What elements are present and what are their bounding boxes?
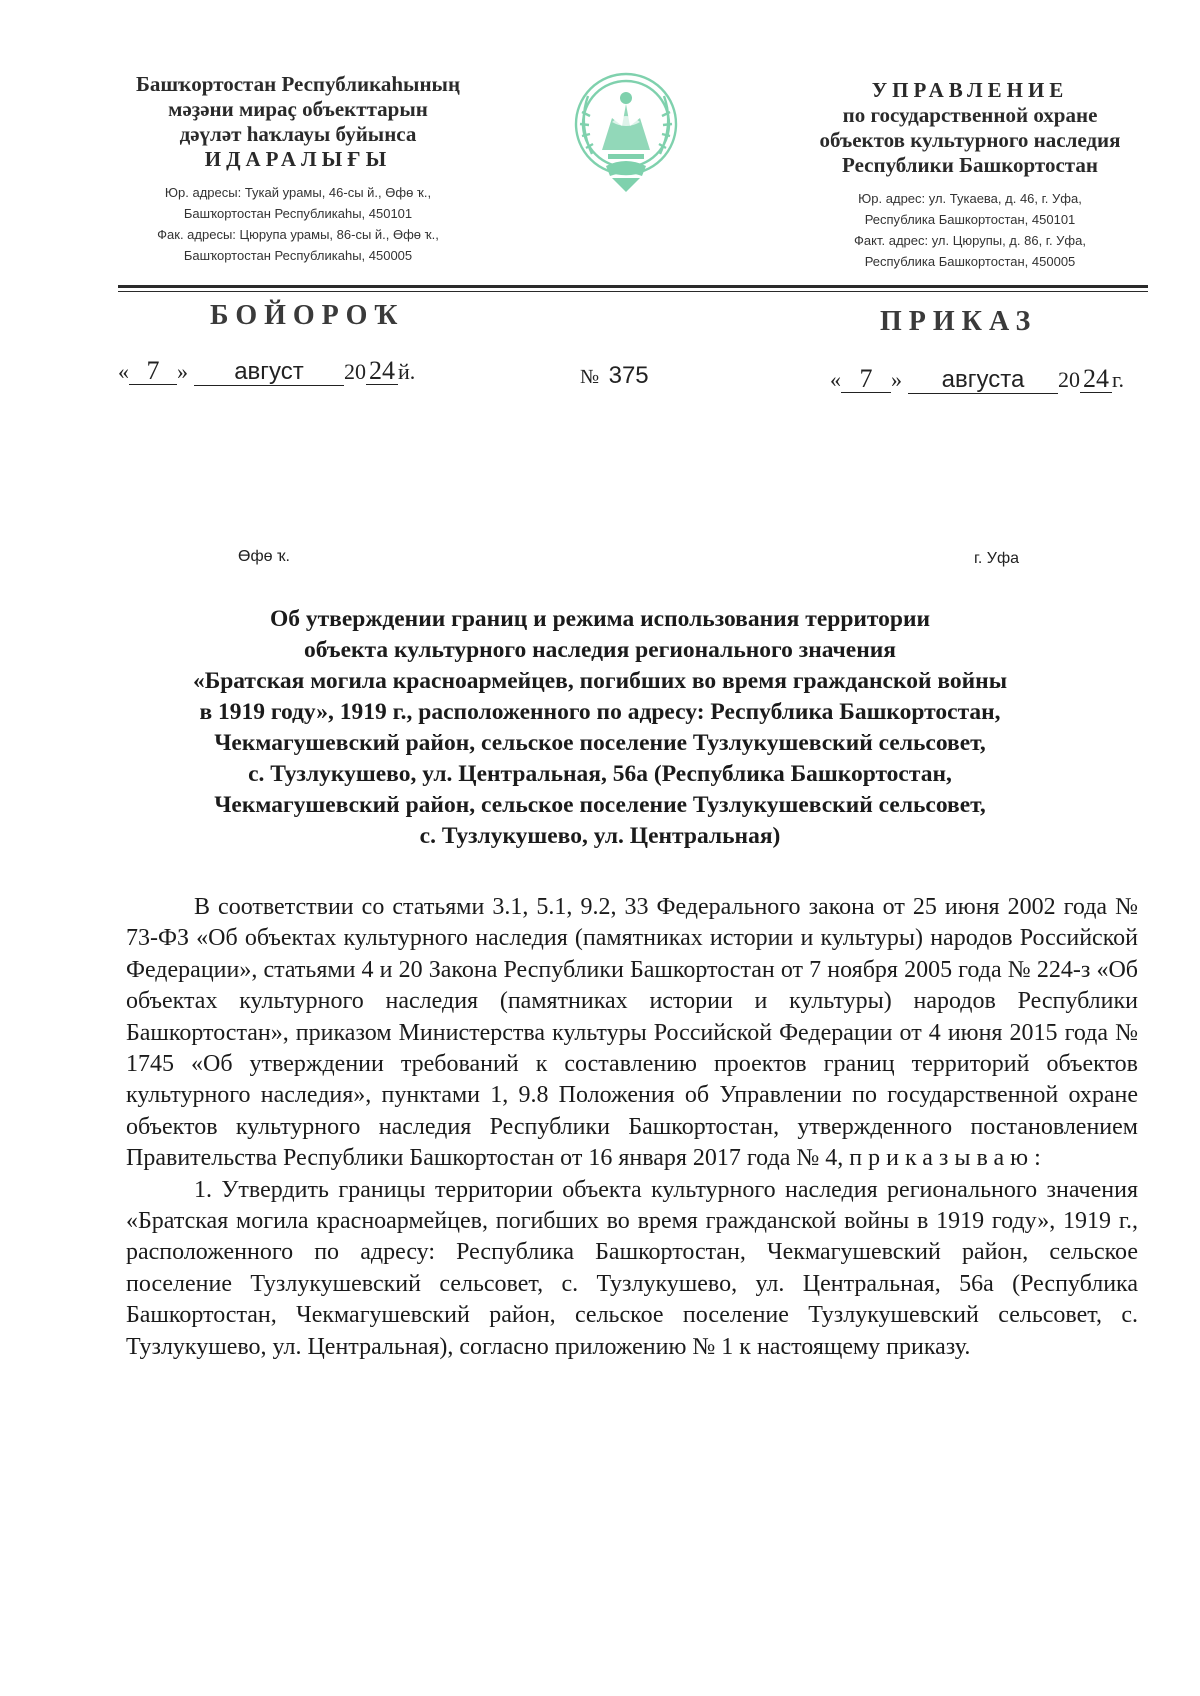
date-russian-year-suffix: 24 bbox=[1080, 366, 1112, 393]
order-word: приказываю bbox=[849, 1145, 1035, 1172]
org-name-bashkir-line2: мәҙәни мираҫ объекттарын bbox=[168, 97, 428, 121]
address-russian bbox=[790, 188, 1150, 272]
order-title-line: Чекмагушевский район, сельское поселение Тузлукушевский сельсовет, bbox=[214, 792, 986, 818]
order-number bbox=[580, 362, 649, 390]
header-right bbox=[790, 78, 1150, 272]
city-bashkir: Өфө ҡ. bbox=[238, 548, 290, 565]
address-bashkir bbox=[118, 182, 478, 266]
preamble-text: В соответствии со статьями 3.1, 5.1, 9.2, 33 Федерального закона от 25 июня 2002 года № 73-ФЗ «Об объектах культурного наследия (памятниках истории и культуры) народов Российской Федерации», статьями 4 и 20 Закона Республики Башкортостан от 7 ноября 2005 года № 224-з «Об объектах культурного наследия (памятниках истории и культуры) народов Республики Башкортостан», приказом Министерства культуры Российской Федерации от 4 июня 2015 года № 1745 «Об утверждении требований к составлению проектов границ территорий объектов культурного наследия», пунктами 1, 9.8 Положения об Управлении по государственной охране объектов культурного наследия Республики Башкортостан, утвержденного постановлением Правительства Республики Башкортостан от 16 января 2017 года № 4, bbox=[126, 894, 1138, 1172]
org-name-russian-line1: УПРАВЛЕНИЕ bbox=[871, 78, 1069, 102]
city-russian: г. Уфа bbox=[974, 550, 1019, 567]
address-bashkir-line3: Фак. адресы: Цюрупа урамы, 86-сы й., Өфө ҡ., bbox=[157, 227, 439, 242]
address-russian-line1: Юр. адрес: ул. Тукаева, д. 46, г. Уфа, bbox=[858, 191, 1082, 206]
date-bashkir-year-prefix: 20 bbox=[344, 359, 366, 384]
org-name-russian-line4: Республики Башкортостан bbox=[842, 153, 1098, 177]
order-body bbox=[126, 892, 1138, 1363]
body-paragraph-item-1: 1. Утвердить границы территории объекта культурного наследия регионального значения «Братская могила красноармейцев, погибших во время гражданской войны в 1919 году», 1919 г., расположенного по адресу: Республика Башкортостан, Чекмагушевский район, сельское поселение Тузлукушевский сельсовет, с. Тузлукушево, ул. Центральная, 56а (Республика Башкортостан, Чекмагушевский район, сельское поселение Тузлукушевский сельсовет, с. Тузлукушево, ул. Центральная), согласно приложению № 1 к настоящему приказу. bbox=[126, 1176, 1138, 1360]
address-bashkir-line4: Башҡортостан Республикаһы, 450005 bbox=[183, 248, 413, 263]
org-name-bashkir-line1: Башҡортостан Республикаһының bbox=[135, 72, 461, 96]
body-paragraph-preamble bbox=[126, 892, 1138, 1175]
address-russian-line4: Республика Башкортостан, 450005 bbox=[864, 254, 1076, 269]
date-russian-close-quote: » bbox=[891, 367, 902, 392]
header-divider-thick bbox=[118, 285, 1148, 288]
order-number-sign: № bbox=[580, 366, 600, 388]
doc-type-russian: ПРИКАЗ bbox=[880, 306, 1038, 337]
date-russian-day: 7 bbox=[841, 366, 891, 393]
order-title-line: объекта культурного наследия регионального значения bbox=[303, 637, 897, 663]
doc-type-bashkir: БОЙОРОҠ bbox=[210, 300, 405, 331]
address-russian-line3: Факт. адрес: ул. Цюрупы, д. 86, г. Уфа, bbox=[854, 233, 1086, 248]
date-bashkir-open-quote: « bbox=[118, 359, 129, 384]
date-bashkir-month: август bbox=[194, 359, 344, 386]
bashkortostan-emblem-icon bbox=[568, 62, 684, 204]
header-divider-thin bbox=[118, 291, 1148, 292]
preamble-end: : bbox=[1034, 1145, 1041, 1172]
org-name-bashkir-line4: ИДАРАЛЫҒЫ bbox=[204, 147, 392, 171]
date-bashkir-day: 7 bbox=[129, 358, 177, 385]
date-russian-month: августа bbox=[908, 367, 1058, 394]
address-russian-line2: Республика Башкортостан, 450101 bbox=[864, 212, 1076, 227]
date-bashkir-year-suffix: 24 bbox=[366, 358, 398, 385]
address-bashkir-line1: Юр. адресы: Тукай урамы, 46-сы й., Өфө ҡ., bbox=[164, 185, 432, 200]
address-bashkir-line2: Башҡортостан Республикаһы, 450101 bbox=[183, 206, 413, 221]
org-name-russian-line2: по государственной охране bbox=[842, 103, 1098, 127]
order-title bbox=[130, 604, 1070, 852]
org-name-russian-line3: объектов культурного наследия bbox=[819, 128, 1121, 152]
order-title-line: в 1919 году», 1919 г., расположенного по адресу: Республика Башкортостан, bbox=[199, 699, 1001, 725]
date-russian-year-prefix: 20 bbox=[1058, 367, 1080, 392]
order-number-value: 375 bbox=[608, 362, 649, 389]
date-bashkir bbox=[118, 358, 415, 386]
date-bashkir-year-word: й. bbox=[398, 359, 416, 384]
org-name-bashkir-line3: дәүләт һаҡлауы буйынса bbox=[179, 122, 417, 146]
order-title-line: с. Тузлукушево, ул. Центральная) bbox=[419, 823, 781, 849]
date-bashkir-close-quote: » bbox=[177, 359, 188, 384]
date-russian-open-quote: « bbox=[830, 367, 841, 392]
header-left bbox=[118, 72, 478, 266]
order-title-line: с. Тузлукушево, ул. Центральная, 56а (Республика Башкортостан, bbox=[248, 761, 952, 787]
date-russian-year-word: г. bbox=[1112, 367, 1125, 392]
order-title-line: «Братская могила красноармейцев, погибших во время гражданской войны bbox=[192, 668, 1008, 694]
date-russian bbox=[830, 366, 1124, 394]
order-title-line: Чекмагушевский район, сельское поселение Тузлукушевский сельсовет, bbox=[214, 730, 986, 756]
order-title-line: Об утверждении границ и режима использования территории bbox=[269, 606, 931, 632]
